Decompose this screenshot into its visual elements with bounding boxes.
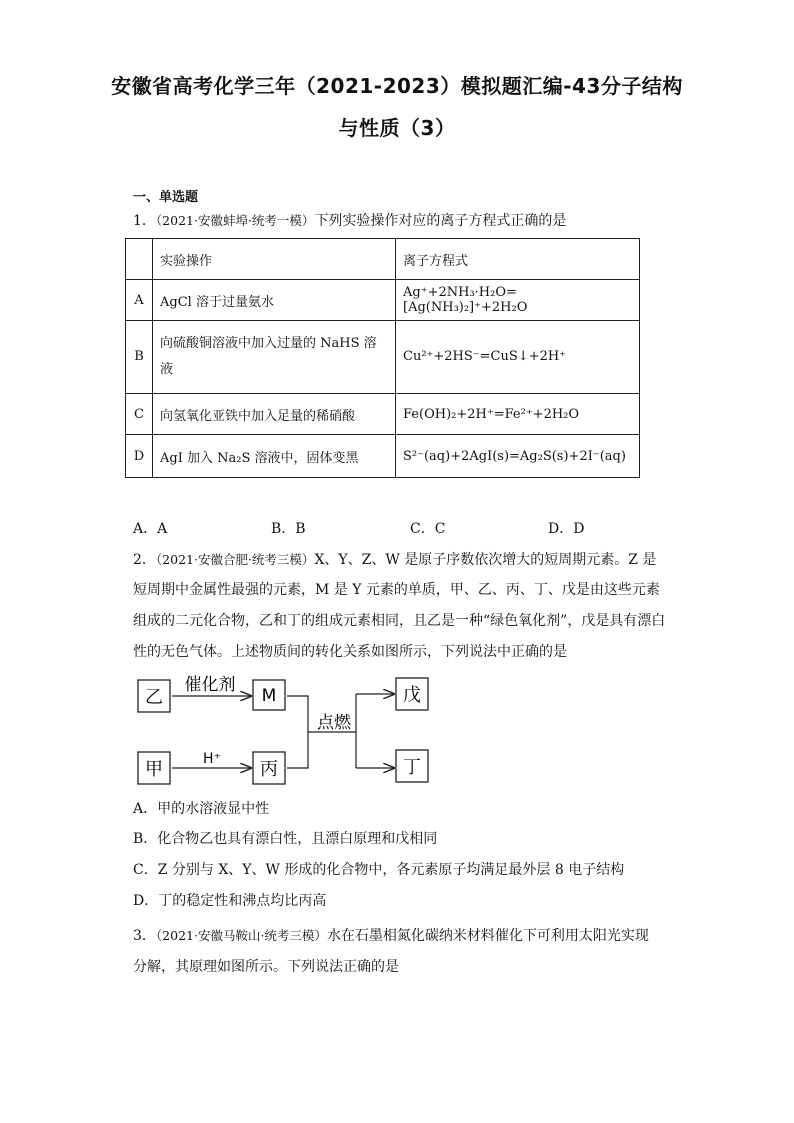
box-m-label: M [261,686,277,706]
row-equation: Fe(OH)₂+2H⁺=Fe²⁺+2H₂O [396,394,640,435]
table-row [126,280,640,321]
document-title-line2: 与性质（3） [338,116,456,140]
q2-choice-d[interactable]: D．丁的稳定性和沸点均比丙高 [133,893,327,909]
row-equation: Ag⁺+2NH₃·H₂O=[Ag(NH₃)₂]⁺+2H₂O [396,280,640,321]
q2-source: （2021·安徽合肥·统考三模） [155,552,315,567]
row-operation-line2: 液 [160,362,174,377]
q3-number: 3． [133,928,156,944]
q2-choice-c[interactable]: C．Z 分别与 X、Y、W 形成的化合物中，各元素原子均满足最外层 8 电子结构 [133,862,625,878]
merge-bracket [287,696,308,768]
q1-number: 1． [133,213,156,229]
q1-option-c[interactable]: C．C [410,521,446,537]
row-operation: 向氢氧化亚铁中加入足量的稀硝酸 [153,394,396,435]
q2-choice-a[interactable]: A．甲的水溶液显中性 [133,801,270,817]
row-operation [153,321,396,394]
q2-conversion-diagram [130,670,430,788]
q2-choice-b[interactable]: B．化合物乙也具有漂白性，且漂白原理和戊相同 [133,831,438,847]
table-row [126,394,640,435]
table-row [126,321,640,394]
table-header-row [126,239,640,280]
h-plus-label: H⁺ [203,751,221,767]
q2-stem-line3: 组成的二元化合物，乙和丁的组成元素相同，且乙是一种“绿色氧化剂”，戊是具有漂白 [133,613,666,629]
q3-source: （2021·安徽马鞍山·统考三模） [155,928,327,943]
q1-option-d[interactable]: D．D [548,521,585,537]
box-bing-label: 丙 [260,759,278,780]
q2-stem-line1 [133,550,663,570]
q1-stem-text: 下列实验操作对应的离子方程式正确的是 [314,213,567,229]
row-label: D [126,435,153,478]
ignite-label: 点燃 [317,713,351,733]
row-operation: AgI 加入 Na₂S 溶液中，固体变黑 [153,435,396,478]
header-equation-cell: 离子方程式 [396,239,640,280]
q1-source: （2021·安徽蚌埠·统考一模） [155,213,315,228]
row-operation-line1: 向硫酸铜溶液中加入过量的 NaHS 溶 [160,336,377,351]
box-jia-label: 甲 [145,759,163,780]
header-operation-cell: 实验操作 [153,239,396,280]
row-label: B [126,321,153,394]
q1-option-a[interactable]: A．A [133,521,168,537]
q2-stem-text: X、Y、Z、W 是原子序数依次增大的短周期元素。Z 是 [314,552,657,568]
row-operation: AgCl 溶于过量氨水 [153,280,396,321]
box-ding-label: 丁 [403,757,421,778]
table-row [126,435,640,478]
box-wu-label: 戊 [403,685,421,706]
q3-stem-line2: 分解，其原理如图所示。下列说法正确的是 [133,959,399,975]
header-label-cell [126,239,153,280]
q2-number: 2． [133,552,156,568]
row-equation: S²⁻(aq)+2AgI(s)=Ag₂S(s)+2I⁻(aq) [396,435,640,478]
q1-option-b[interactable]: B．B [271,521,306,537]
row-label: C [126,394,153,435]
section-heading: 一、单选题 [133,190,199,205]
catalyst-label: 催化剂 [184,675,236,695]
q2-stem-line4: 性的无色气体。上述物质间的转化关系如图所示，下列说法中正确的是 [133,644,567,660]
q1-stem [133,211,663,231]
q2-stem-line2: 短周期中金属性最强的元素，M 是 Y 元素的单质，甲、乙、丙、丁、戊是由这些元素 [133,582,660,598]
row-label: A [126,280,153,321]
box-yi-label: 乙 [145,687,163,708]
document-title-line1: 安徽省高考化学三年（2021-2023）模拟题汇编-43分子结构 [111,74,683,98]
row-equation: Cu²⁺+2HS⁻=CuS↓+2H⁺ [396,321,640,394]
q1-table [125,238,640,478]
q3-stem-text: 水在石墨相氮化碳纳米材料催化下可利用太阳光实现 [326,928,649,944]
q3-stem-line1 [133,926,663,946]
